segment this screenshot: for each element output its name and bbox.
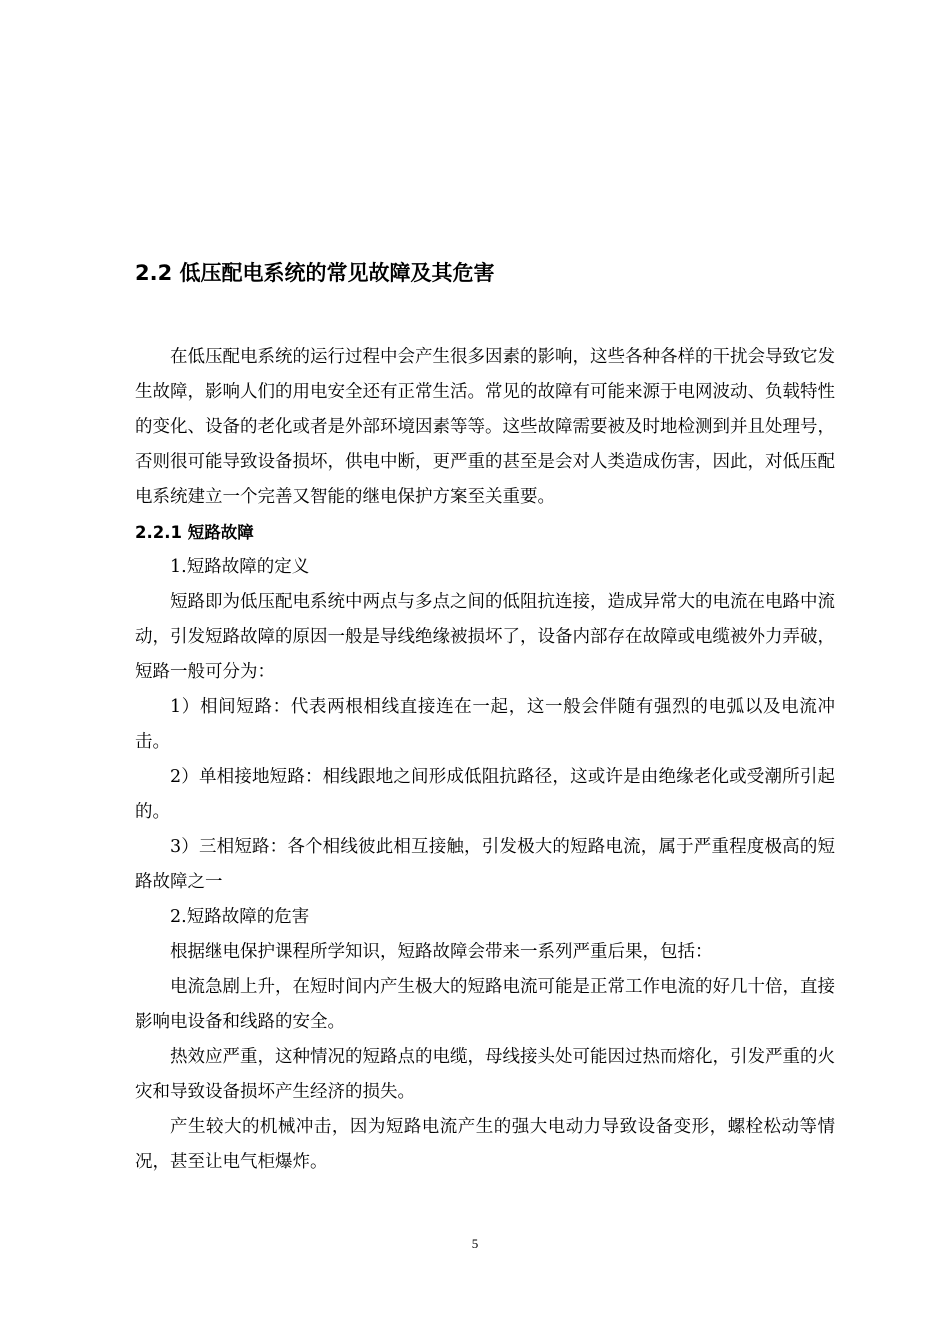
list-item-phase-to-phase: 1）相间短路：代表两根相线直接连在一起，这一般会伴随有强烈的电弧以及电流冲击。 xyxy=(135,697,835,752)
definition-paragraph: 短路即为低压配电系统中两点与多点之间的低阻抗连接，造成异常大的电流在电路中流动，引发短路故障的原因一般是导线绝缘被损坏了，设备内部存在故障或电缆被外力弄破，短路一般可分为： xyxy=(135,592,835,682)
hazard-thermal-effect: 热效应严重，这种情况的短路点的电缆，母线接头处可能因过热而熔化，引发严重的火灾和导致设备损坏产生经济的损失。 xyxy=(135,1047,835,1102)
page-number: 5 xyxy=(471,1236,479,1251)
hazard-mechanical-impact: 产生较大的机械冲击，因为短路电流产生的强大电动力导致设备变形，螺栓松动等情况，甚至让电气柜爆炸。 xyxy=(135,1117,835,1172)
section-title: 2.2 低压配电系统的常见故障及其危害 xyxy=(135,261,495,285)
hazards-intro: 根据继电保护课程所学知识，短路故障会带来一系列严重后果，包括： xyxy=(170,942,713,962)
body-text xyxy=(135,340,835,1180)
hazard-current-surge: 电流急剧上升，在短时间内产生极大的短路电流可能是正常工作电流的好几十倍，直接影响电设备和线路的安全。 xyxy=(135,977,835,1032)
intro-paragraph: 在低压配电系统的运行过程中会产生很多因素的影响，这些各种各样的干扰会导致它发生故障，影响人们的用电安全还有正常生活。常见的故障有可能来源于电网波动、负载特性的变化、设备的老化或者是外部环境因素等等。这些故障需要被及时地检测到并且处理号，否则很可能导致设备损坏，供电中断，更严重的甚至是会对人类造成伤害，因此，对低压配电系统建立一个完善又智能的继电保护方案至关重要。 xyxy=(135,347,835,507)
subsection-title: 2.2.1 短路故障 xyxy=(135,523,254,542)
hazards-heading: 2.短路故障的危害 xyxy=(170,907,310,927)
list-item-single-phase-ground: 2）单相接地短路：相线跟地之间形成低阻抗路径，这或许是由绝缘老化或受潮所引起的。 xyxy=(135,767,835,822)
definition-heading: 1.短路故障的定义 xyxy=(170,557,310,577)
list-item-three-phase: 3）三相短路：各个相线彼此相互接触，引发极大的短路电流，属于严重程度极高的短路故障之一 xyxy=(135,837,835,892)
